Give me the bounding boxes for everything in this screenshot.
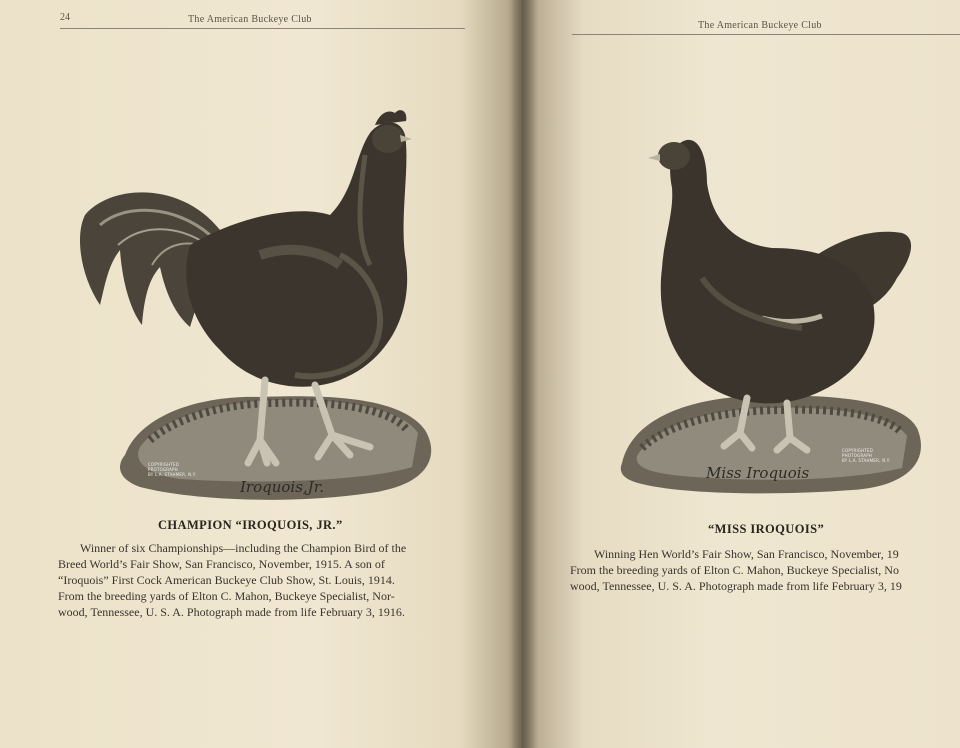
header-rule-right — [572, 34, 960, 35]
rooster-photo-credit: COPYRIGHTED PROTOGRAPH BY L.A. STAHMER, N.Y. — [148, 462, 197, 477]
rooster-description: Winner of six Championships—including the Champion Bird of the Breed World’s Fair Show, San Francisco, November, 1915. A son of “Iroquois” First Cock American Buckeye Club Show, St. Louis, 1914. From the breeding yards of Elton C. Mahon, Buckeye Specialist, Nor- wood, Tennessee, U. S. A. Photograph made from life February 3, 1916. — [58, 541, 407, 619]
running-head-right: The American Buckeye Club — [698, 20, 822, 31]
book-gutter-shadow — [510, 0, 536, 748]
header-rule-left — [60, 28, 465, 29]
hen-photo — [612, 128, 932, 498]
hen-heading: “MISS IROQUOIS” — [708, 522, 825, 536]
hen-photo-credit: COPYRIGHTED PHOTOGRAPH BY L.A. STAHMER, N.Y. — [842, 448, 891, 463]
hen-description: Winning Hen World’s Fair Show, San Francisco, November, 19 From the breeding yards of Elton C. Mahon, Buckeye Specialist, No wood, Tennessee, U. S. A. Photograph made from life February 3, 19 — [570, 547, 902, 593]
hen-script-caption: Miss Iroquois — [706, 464, 810, 482]
page-number: 24 — [60, 12, 70, 23]
rooster-heading: CHAMPION “IROQUOIS, JR.” — [158, 518, 343, 532]
rooster-photo — [70, 95, 460, 505]
running-head-left: The American Buckeye Club — [188, 14, 312, 25]
rooster-script-caption: Iroquois,Jr. — [240, 478, 324, 496]
